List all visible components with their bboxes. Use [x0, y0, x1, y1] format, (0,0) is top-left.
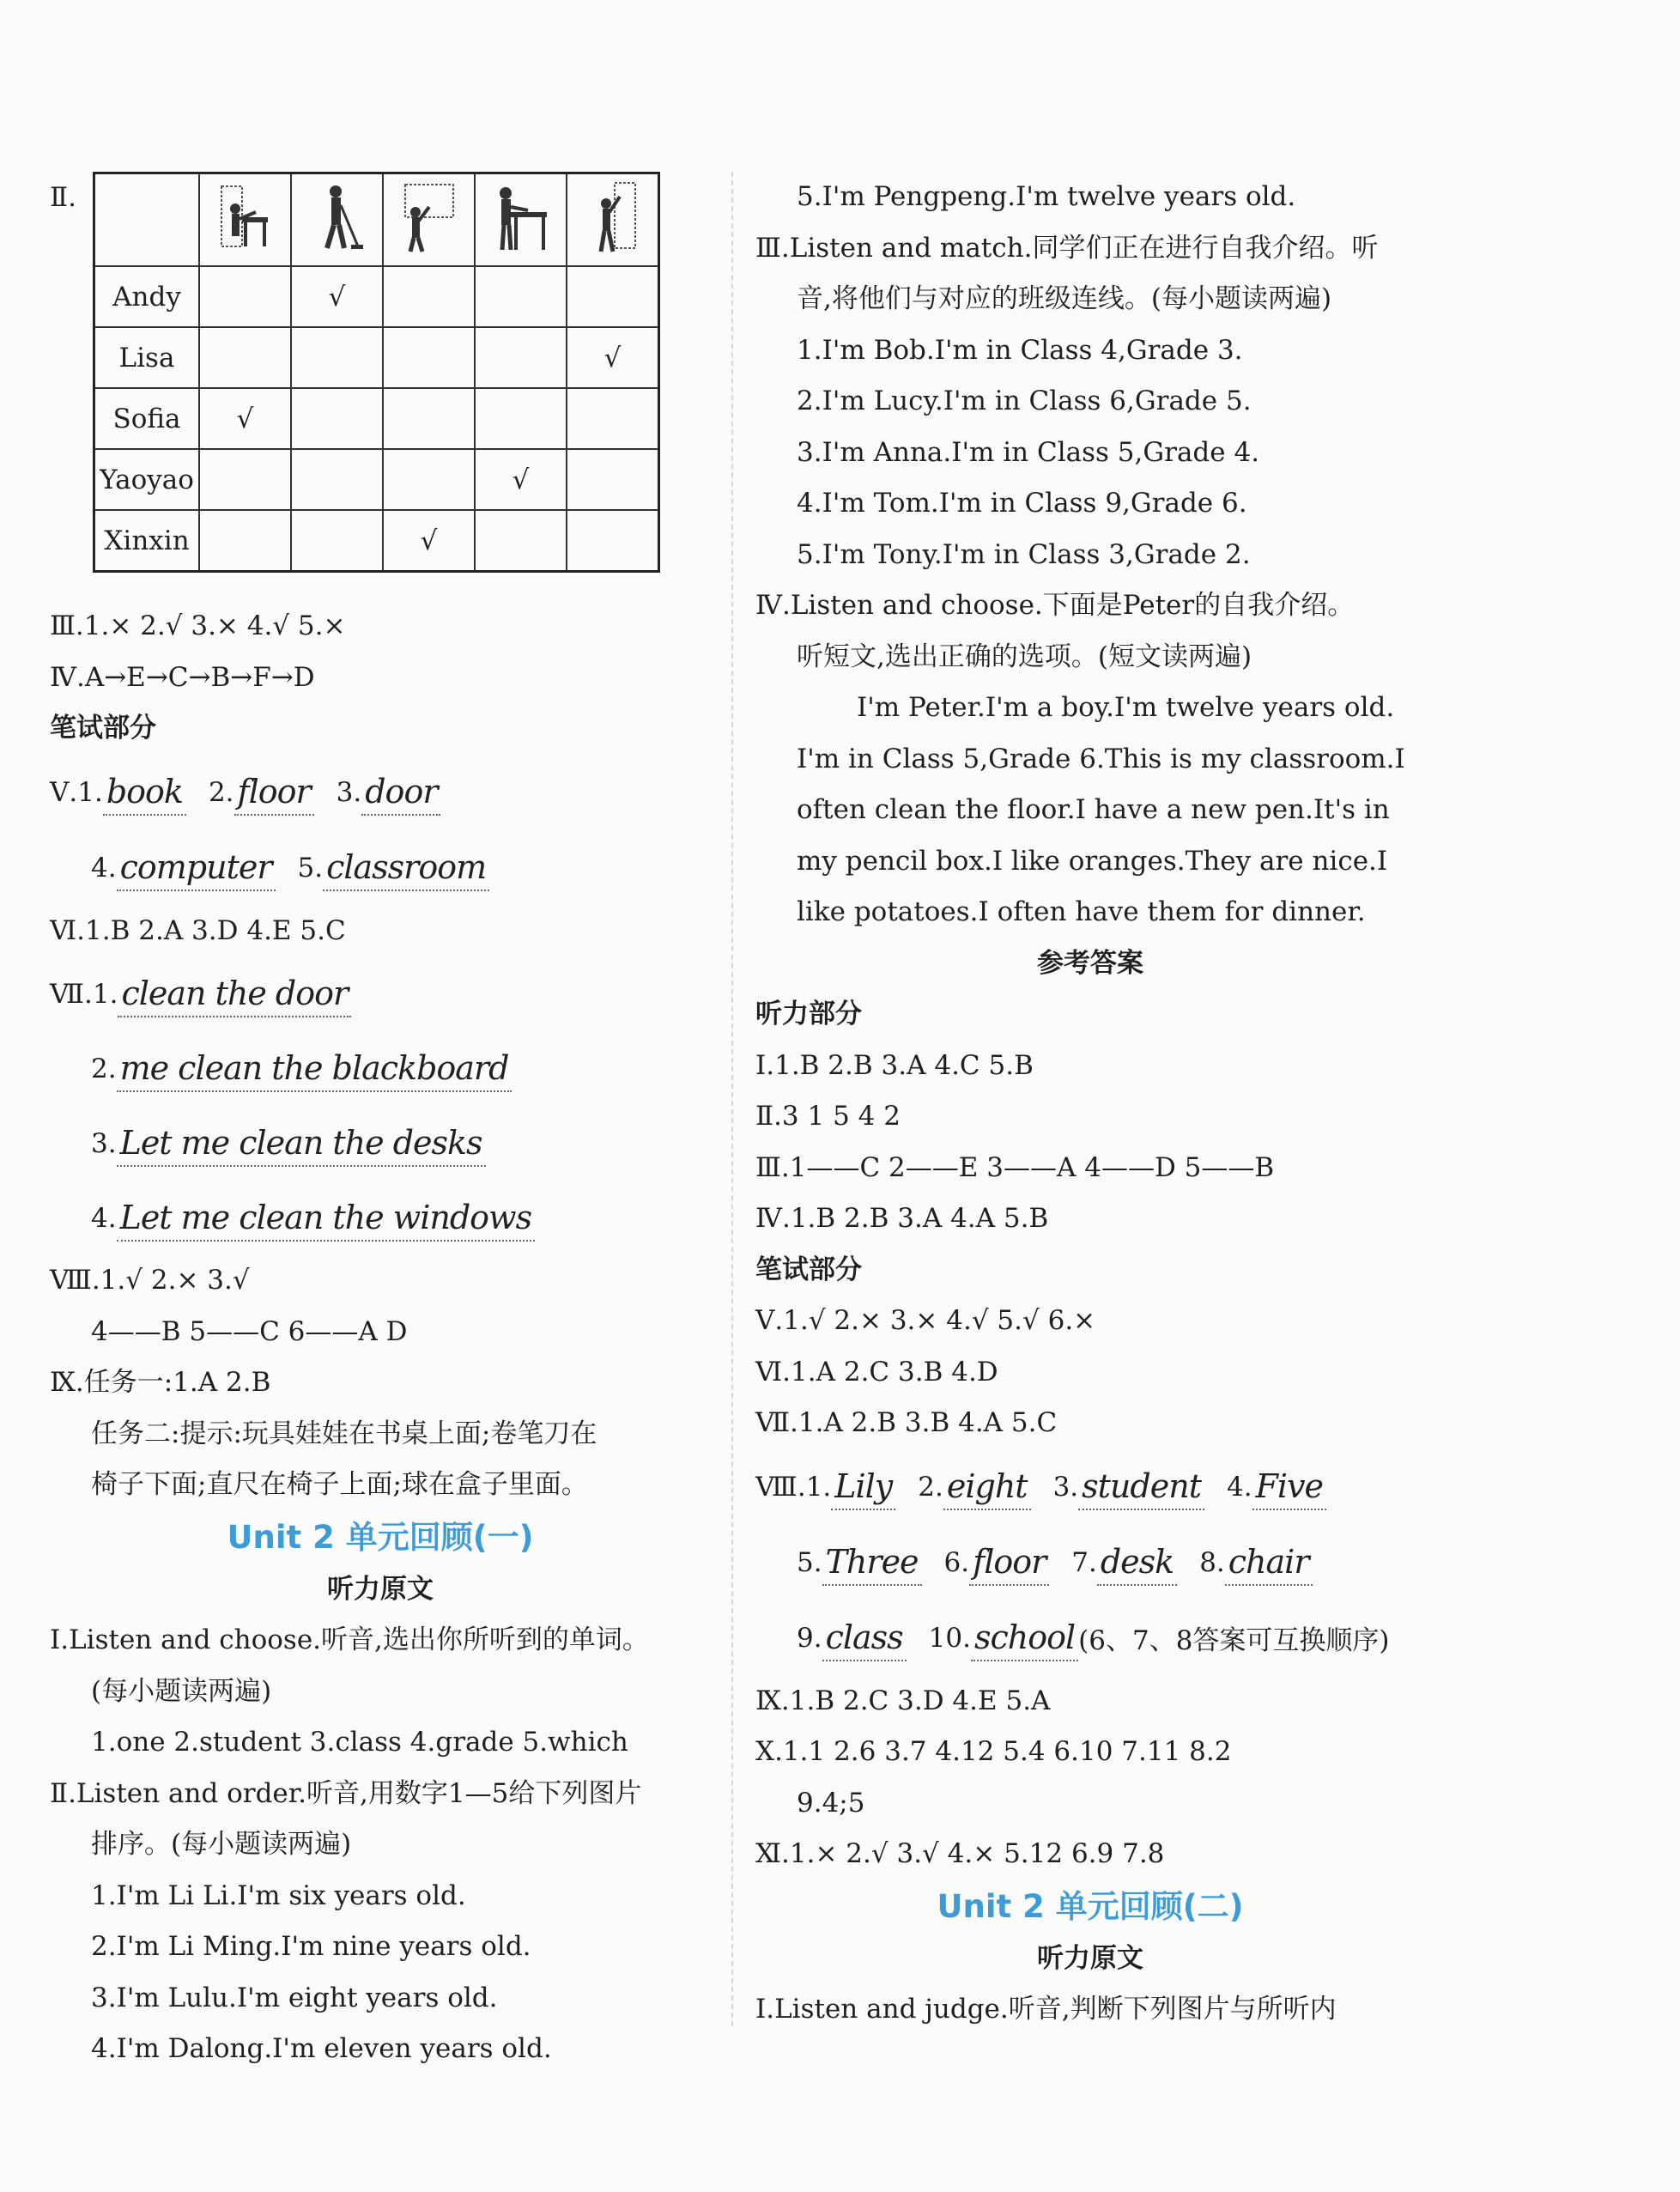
answer-section-9b: 任务二:提示:玩具娃娃在书桌上面;卷笔刀在: [91, 1418, 597, 1449]
handwritten-answer: classroom: [323, 845, 489, 891]
section-7-line-1: Ⅶ. 1. clean the door: [50, 956, 711, 1031]
handwritten-answer: book: [103, 769, 186, 816]
key-2: Ⅱ.3 1 5 4 2: [755, 1101, 901, 1132]
key-9: Ⅸ.1.B 2.C 3.D 4.E 5.A: [755, 1685, 1051, 1716]
left-column: [50, 172, 711, 2075]
passage-line: I'm Peter.I'm a boy.I'm twelve years old.: [857, 692, 1395, 723]
key-6: Ⅵ.1.A 2.C 3.B 4.D: [755, 1356, 998, 1387]
answer-section-8b: 4——B 5——C 6——A D: [91, 1315, 408, 1347]
section-7-line-2: 2. me clean the blackboard: [50, 1031, 711, 1106]
handwritten-answer: eight: [943, 1464, 1031, 1510]
listening-1-instruction: Ⅰ.Listen and choose.听音,选出你所听到的单词。: [50, 1624, 649, 1655]
listening-3-instruction: Ⅲ.Listen and match.同学们正在进行自我介绍。听: [755, 232, 1379, 264]
answer-section-3: Ⅲ.1.× 2.√ 3.× 4.√ 5.×: [50, 610, 346, 641]
list-item: 2.I'm Li Ming.I'm nine years old.: [91, 1931, 531, 1962]
listening-part-heading: 听力部分: [755, 999, 862, 1029]
handwritten-answer: student: [1078, 1464, 1204, 1510]
section-5-row-1: Ⅴ. 1. book 2. floor 3. door: [50, 755, 711, 830]
key-8-row-2: 5. Three 6. floor 7. desk 8. chair: [755, 1525, 1425, 1600]
cleaning-window-icon: [585, 179, 640, 253]
unit-title-2: Unit 2 单元回顾(二): [937, 1887, 1244, 1925]
handwritten-answer: door: [361, 769, 440, 816]
answer-section-4: Ⅳ.A→E→C→B→F→D: [50, 661, 315, 693]
listening-4-note: 听短文,选出正确的选项。(短文读两遍): [797, 641, 1252, 672]
table-row: Yaoyao √: [94, 449, 659, 510]
answer-table-block: [50, 172, 711, 601]
handwritten-answer: school: [971, 1615, 1078, 1661]
cleaning-desk-icon: [218, 179, 273, 253]
handwritten-answer: floor: [969, 1539, 1049, 1586]
list-item: 2.I'm Lucy.I'm in Class 6,Grade 5.: [797, 386, 1252, 416]
key-4: Ⅳ.1.B 2.B 3.A 4.A 5.B: [755, 1203, 1049, 1234]
passage-line: like potatoes.I often have them for dinner.: [797, 896, 1366, 927]
section-5-row-2: 4. computer 5. classroom: [50, 830, 711, 906]
unit-title: Unit 2 单元回顾(一): [227, 1518, 534, 1556]
passage-line: my pencil box.I like oranges.They are nice.I: [797, 845, 1388, 877]
handwritten-answer: me clean the blackboard: [117, 1046, 512, 1092]
listening-2-note: 排序。(每小题读两遍): [91, 1829, 352, 1860]
handwritten-answer: Three: [822, 1539, 922, 1586]
key-3: Ⅲ.1——C 2——E 3——A 4——D 5——B: [755, 1151, 1275, 1183]
list-item: 3.I'm Lulu.I'm eight years old.: [91, 1982, 498, 2013]
cleaning-table-icon: [494, 179, 549, 253]
handwritten-answer: class: [822, 1615, 907, 1661]
handwritten-answer: computer: [117, 845, 276, 891]
written-part-heading: 笔试部分: [50, 713, 156, 744]
key-10a: Ⅹ.1.1 2.6 3.7 4.12 5.4 6.10 7.11 8.2: [755, 1736, 1232, 1767]
listening-heading-2: 听力原文: [1037, 1942, 1143, 1974]
section-7-line-4: 4. Let me clean the windows: [50, 1181, 711, 1255]
key-5: Ⅴ.1.√ 2.× 3.× 4.√ 5.√ 6.×: [755, 1305, 1096, 1336]
key-8-row-1: Ⅷ. 1. Lily 2. eight 3. student 4. Five: [755, 1449, 1425, 1525]
list-item: 5.I'm Pengpeng.I'm twelve years old.: [797, 181, 1296, 212]
handwritten-answer: Five: [1252, 1464, 1326, 1510]
section-7-line-3: 3. Let me clean the desks: [50, 1106, 711, 1181]
listening-heading: 听力原文: [327, 1573, 434, 1605]
table-row: Lisa √: [94, 327, 659, 388]
handwritten-answer: Let me clean the windows: [117, 1195, 536, 1242]
listening-1-words: 1.one 2.student 3.class 4.grade 5.which: [91, 1727, 628, 1758]
list-item: 5.I'm Tony.I'm in Class 3,Grade 2.: [797, 538, 1251, 570]
answer-section-6: Ⅵ.1.B 2.A 3.D 4.E 5.C: [50, 914, 346, 946]
key-8-row-3: 9. class 10. school (6、7、8答案可互换顺序): [755, 1600, 1425, 1676]
table-row: Sofia √: [94, 388, 659, 449]
listening-2-instruction: Ⅱ.Listen and order.听音,用数字1—5给下列图片: [50, 1777, 642, 1809]
handwritten-answer: chair: [1225, 1539, 1313, 1586]
mopping-floor-icon: [310, 179, 365, 253]
listening-3-note: 音,将他们与对应的班级连线。(每小题读两遍): [797, 283, 1332, 314]
key-1: Ⅰ.1.B 2.B 3.A 4.C 5.B: [755, 1049, 1034, 1081]
written-part-heading-2: 笔试部分: [755, 1254, 862, 1285]
list-item: 1.I'm Li Li.I'm six years old.: [91, 1879, 466, 1911]
cleaning-blackboard-icon: [402, 179, 457, 253]
list-item: 4.I'm Dalong.I'm eleven years old.: [91, 2033, 552, 2064]
table-header-row: [94, 173, 659, 267]
table-roman: Ⅱ.: [50, 182, 76, 213]
passage-line: often clean the floor.I have a new pen.It's in: [797, 794, 1390, 825]
list-item: 3.I'm Anna.I'm in Class 5,Grade 4.: [797, 436, 1260, 468]
column-divider: [731, 172, 733, 2026]
answer-section-9c: 椅子下面;直尺在椅子上面;球在盒子里面。: [91, 1469, 588, 1500]
list-item: 4.I'm Tom.I'm in Class 9,Grade 6.: [797, 488, 1247, 519]
key-11: Ⅺ.1.× 2.√ 3.√ 4.× 5.12 6.9 7.8: [755, 1838, 1165, 1869]
passage-line: I'm in Class 5,Grade 6.This is my classroom.I: [797, 743, 1405, 774]
table-row: Xinxin √: [94, 510, 659, 572]
table-row: Andy √: [94, 266, 659, 327]
handwritten-answer: Let me clean the desks: [117, 1120, 486, 1167]
listening-judge-instruction: Ⅰ.Listen and judge.听音,判断下列图片与所听内: [755, 1994, 1337, 2025]
listening-1-note: (每小题读两遍): [91, 1675, 272, 1707]
listening-4-instruction: Ⅳ.Listen and choose.下面是Peter的自我介绍。: [755, 590, 1355, 621]
answer-table: [93, 172, 660, 573]
list-item: 1.I'm Bob.I'm in Class 4,Grade 3.: [797, 334, 1243, 366]
handwritten-answer: clean the door: [118, 971, 351, 1017]
key-8-note: (6、7、8答案可互换顺序): [1078, 1625, 1390, 1656]
key-10b: 9.4;5: [797, 1787, 865, 1819]
handwritten-answer: desk: [1097, 1539, 1177, 1586]
answer-section-8a: Ⅷ.1.√ 2.× 3.√: [50, 1265, 250, 1296]
key-7: Ⅶ.1.A 2.B 3.B 4.A 5.C: [755, 1407, 1058, 1438]
answer-section-9a: Ⅸ.任务一:1.A 2.B: [50, 1367, 271, 1398]
answer-key-heading: 参考答案: [1037, 947, 1143, 979]
handwritten-answer: Lily: [831, 1464, 895, 1510]
handwritten-answer: floor: [234, 769, 314, 816]
right-column: [755, 172, 1425, 2036]
